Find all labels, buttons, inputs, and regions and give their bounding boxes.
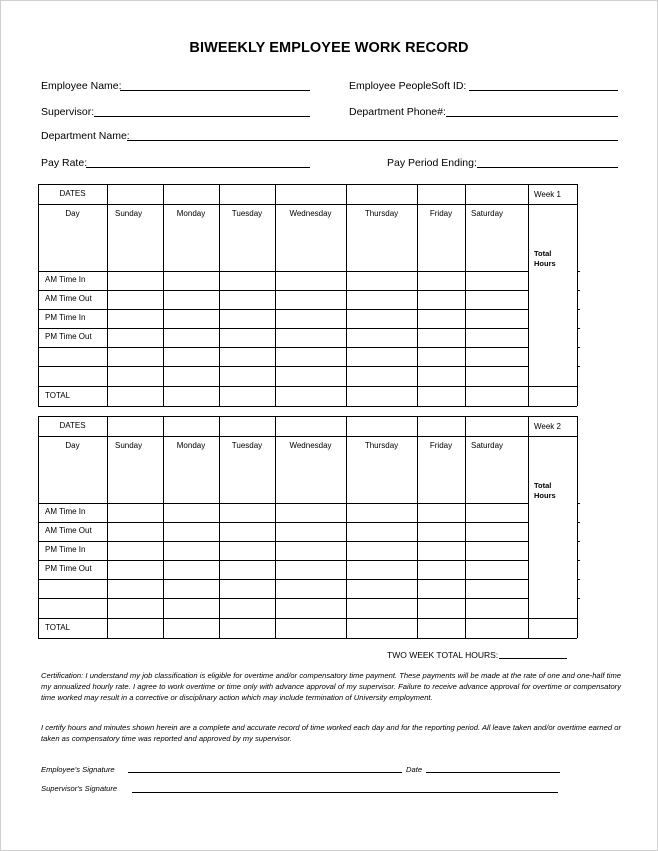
- time-entry-cell[interactable]: [347, 599, 416, 617]
- supervisor-signature-label: Supervisor's Signature: [41, 784, 118, 793]
- table-tick: [577, 541, 580, 542]
- time-entry-cell[interactable]: [418, 580, 464, 597]
- date-cell[interactable]: [466, 185, 527, 203]
- employee-name-label: Employee Name:: [41, 80, 122, 92]
- time-entry-cell[interactable]: [220, 291, 274, 308]
- day-name-sunday: Sunday: [115, 441, 143, 450]
- time-entry-cell[interactable]: [108, 348, 162, 365]
- row-label: PM Time In: [45, 313, 86, 322]
- time-entry-cell[interactable]: [466, 291, 527, 308]
- time-entry-cell[interactable]: [220, 329, 274, 346]
- table-tick: [577, 560, 580, 561]
- table-rule: [528, 184, 529, 406]
- table-tick: [577, 290, 580, 291]
- time-entry-cell[interactable]: [276, 329, 345, 346]
- date-cell[interactable]: [164, 417, 218, 435]
- table-rule: [577, 416, 578, 638]
- day-name-monday: Monday: [176, 441, 206, 450]
- time-entry-cell[interactable]: [164, 619, 218, 637]
- date-field[interactable]: [426, 772, 560, 773]
- day-name-monday: Monday: [176, 209, 206, 218]
- table-rule: [528, 204, 577, 205]
- time-entry-cell[interactable]: [108, 523, 162, 540]
- time-entry-cell[interactable]: [347, 580, 416, 597]
- time-entry-cell[interactable]: [418, 523, 464, 540]
- peoplesoft-id-field[interactable]: [469, 90, 618, 91]
- time-entry-cell[interactable]: [164, 580, 218, 597]
- date-cell[interactable]: [418, 417, 464, 435]
- total-hours-label: Hours: [534, 491, 556, 500]
- supervisor-signature-field[interactable]: [132, 792, 558, 793]
- time-entry-cell[interactable]: [164, 561, 218, 578]
- time-entry-cell[interactable]: [418, 542, 464, 559]
- time-entry-cell[interactable]: [466, 387, 527, 405]
- time-entry-cell[interactable]: [220, 619, 274, 637]
- time-entry-cell[interactable]: [164, 504, 218, 521]
- day-name-saturday: Saturday: [471, 441, 504, 450]
- table-tick: [577, 598, 580, 599]
- total-row-label: TOTAL: [45, 623, 71, 632]
- time-entry-cell[interactable]: [276, 580, 345, 597]
- two-week-total-field[interactable]: [499, 658, 567, 659]
- week-label: Week 1: [534, 190, 561, 199]
- pay-period-ending-field[interactable]: [477, 167, 618, 168]
- time-entry-cell[interactable]: [466, 523, 527, 540]
- date-cell[interactable]: [220, 417, 274, 435]
- time-entry-cell[interactable]: [347, 619, 416, 637]
- supervisor-field[interactable]: [94, 116, 310, 117]
- time-entry-cell[interactable]: [276, 310, 345, 327]
- date-label: Date: [406, 765, 423, 774]
- department-phone-field[interactable]: [446, 116, 618, 117]
- certification-paragraph-1: Certification: I understand my job classification is eligible for overtime and/or compensatory time payment. These payments will be made at the rate of one and one-half time my annualized hourly rate. I agree to work overtime or time only with advance approval of my supervisor. Failure to receive advance approval for overtime or compensatory time worked may result in a corrective or disciplinary action which may include termination of University employment.: [41, 671, 621, 702]
- table-rule: [38, 204, 528, 205]
- time-entry-cell[interactable]: [276, 561, 345, 578]
- time-entry-cell[interactable]: [347, 329, 416, 346]
- time-entry-cell[interactable]: [276, 348, 345, 365]
- time-entry-cell[interactable]: [108, 561, 162, 578]
- time-entry-cell[interactable]: [164, 387, 218, 405]
- time-entry-cell[interactable]: [418, 367, 464, 385]
- row-label: PM Time Out: [45, 564, 92, 573]
- time-entry-cell[interactable]: [347, 504, 416, 521]
- date-cell[interactable]: [220, 185, 274, 203]
- total-hours-label: Total: [534, 249, 552, 258]
- date-cell[interactable]: [276, 417, 345, 435]
- time-entry-cell[interactable]: [466, 619, 527, 637]
- time-entry-cell[interactable]: [418, 310, 464, 327]
- table-rule: [577, 184, 578, 406]
- date-cell[interactable]: [108, 417, 162, 435]
- row-label: AM Time In: [45, 507, 86, 516]
- day-name-tuesday: Tuesday: [231, 441, 263, 450]
- table-tick: [577, 347, 580, 348]
- date-cell[interactable]: [347, 185, 416, 203]
- time-entry-cell[interactable]: [164, 523, 218, 540]
- time-entry-cell[interactable]: [164, 291, 218, 308]
- time-entry-cell[interactable]: [418, 272, 464, 289]
- time-entry-cell[interactable]: [220, 348, 274, 365]
- time-entry-cell[interactable]: [164, 272, 218, 289]
- department-phone-label: Department Phone#:: [349, 106, 446, 118]
- day-name-tuesday: Tuesday: [231, 209, 263, 218]
- time-entry-cell[interactable]: [164, 348, 218, 365]
- day-name-saturday: Saturday: [471, 209, 504, 218]
- total-hours-label: Hours: [534, 259, 556, 268]
- time-entry-cell[interactable]: [108, 367, 162, 385]
- certification-paragraph-2: I certify hours and minutes shown herein are a complete and accurate record of time worked each day and for the reporting period. All leave taken and/or overtime earned or taken as compensatory time was reported and approved by my supervisor.: [41, 723, 621, 743]
- time-entry-cell[interactable]: [466, 348, 527, 365]
- pay-rate-field[interactable]: [86, 167, 310, 168]
- dates-label: DATES: [59, 189, 86, 198]
- time-entry-cell[interactable]: [276, 367, 345, 385]
- day-label: Day: [65, 209, 80, 218]
- dates-label: DATES: [59, 421, 86, 430]
- employee-name-field[interactable]: [120, 90, 310, 91]
- time-entry-cell[interactable]: [220, 599, 274, 617]
- time-entry-cell[interactable]: [164, 599, 218, 617]
- time-entry-cell[interactable]: [347, 310, 416, 327]
- total-hours-cell[interactable]: [529, 619, 576, 637]
- date-cell[interactable]: [466, 417, 527, 435]
- time-entry-cell[interactable]: [108, 599, 162, 617]
- time-entry-cell[interactable]: [418, 619, 464, 637]
- time-entry-cell[interactable]: [466, 329, 527, 346]
- time-entry-cell[interactable]: [220, 272, 274, 289]
- time-entry-cell[interactable]: [418, 387, 464, 405]
- supervisor-label: Supervisor:: [41, 106, 95, 118]
- time-entry-cell[interactable]: [466, 580, 527, 597]
- time-entry-cell[interactable]: [108, 542, 162, 559]
- table-tick: [577, 271, 580, 272]
- table-rule: [38, 436, 528, 437]
- table-tick: [577, 328, 580, 329]
- pay-period-ending-label: Pay Period Ending:: [387, 157, 477, 169]
- time-entry-cell[interactable]: [108, 272, 162, 289]
- total-hours-label: Total: [534, 481, 552, 490]
- time-entry-cell[interactable]: [347, 272, 416, 289]
- table-tick: [577, 366, 580, 367]
- time-entry-cell[interactable]: [108, 291, 162, 308]
- time-entry-cell[interactable]: [418, 329, 464, 346]
- time-entry-cell[interactable]: [108, 387, 162, 405]
- pay-rate-label: Pay Rate:: [41, 157, 88, 169]
- time-entry-cell[interactable]: [164, 310, 218, 327]
- time-entry-cell[interactable]: [466, 367, 527, 385]
- day-name-thursday: Thursday: [364, 209, 399, 218]
- time-entry-cell[interactable]: [276, 272, 345, 289]
- time-entry-cell[interactable]: [347, 367, 416, 385]
- time-entry-cell[interactable]: [220, 504, 274, 521]
- date-cell[interactable]: [276, 185, 345, 203]
- time-entry-cell[interactable]: [108, 504, 162, 521]
- time-entry-cell[interactable]: [466, 504, 527, 521]
- time-entry-cell[interactable]: [108, 329, 162, 346]
- time-entry-cell[interactable]: [466, 599, 527, 617]
- day-name-friday: Friday: [429, 441, 453, 450]
- employee-signature-label: Employee's Signature: [41, 765, 115, 774]
- time-entry-cell[interactable]: [418, 348, 464, 365]
- day-name-sunday: Sunday: [115, 209, 143, 218]
- date-cell[interactable]: [164, 185, 218, 203]
- time-entry-cell[interactable]: [466, 272, 527, 289]
- row-label: AM Time Out: [45, 294, 92, 303]
- department-name-label: Department Name:: [41, 130, 130, 142]
- table-rule: [528, 436, 577, 437]
- time-entry-cell[interactable]: [276, 523, 345, 540]
- time-entry-cell[interactable]: [466, 310, 527, 327]
- time-entry-cell[interactable]: [164, 542, 218, 559]
- day-name-thursday: Thursday: [364, 441, 399, 450]
- time-entry-cell[interactable]: [276, 291, 345, 308]
- time-entry-cell[interactable]: [108, 619, 162, 637]
- time-entry-cell[interactable]: [276, 619, 345, 637]
- time-entry-cell[interactable]: [418, 504, 464, 521]
- date-cell[interactable]: [108, 185, 162, 203]
- row-label: AM Time In: [45, 275, 86, 284]
- form-title: BIWEEKLY EMPLOYEE WORK RECORD: [189, 40, 469, 56]
- time-entry-cell[interactable]: [466, 542, 527, 559]
- table-tick: [577, 579, 580, 580]
- time-entry-cell[interactable]: [220, 523, 274, 540]
- time-entry-cell[interactable]: [276, 599, 345, 617]
- total-hours-cell[interactable]: [529, 387, 576, 405]
- row-label: AM Time Out: [45, 526, 92, 535]
- date-cell[interactable]: [418, 185, 464, 203]
- week-label: Week 2: [534, 422, 561, 431]
- time-entry-cell[interactable]: [418, 599, 464, 617]
- time-entry-cell[interactable]: [418, 291, 464, 308]
- table-tick: [577, 503, 580, 504]
- row-label: PM Time Out: [45, 332, 92, 341]
- time-entry-cell[interactable]: [220, 561, 274, 578]
- time-entry-cell[interactable]: [466, 561, 527, 578]
- row-label: PM Time In: [45, 545, 86, 554]
- time-entry-cell[interactable]: [164, 329, 218, 346]
- time-entry-cell[interactable]: [164, 367, 218, 385]
- time-entry-cell[interactable]: [347, 387, 416, 405]
- table-rule: [528, 416, 529, 638]
- time-entry-cell[interactable]: [220, 387, 274, 405]
- time-entry-cell[interactable]: [220, 542, 274, 559]
- time-entry-cell[interactable]: [347, 542, 416, 559]
- table-tick: [577, 522, 580, 523]
- time-entry-cell[interactable]: [347, 523, 416, 540]
- time-entry-cell[interactable]: [108, 310, 162, 327]
- time-entry-cell[interactable]: [220, 367, 274, 385]
- time-entry-cell[interactable]: [108, 580, 162, 597]
- day-name-friday: Friday: [429, 209, 453, 218]
- time-entry-cell[interactable]: [418, 561, 464, 578]
- time-entry-cell[interactable]: [276, 387, 345, 405]
- date-cell[interactable]: [347, 417, 416, 435]
- two-week-total-label: TWO WEEK TOTAL HOURS:: [387, 650, 499, 660]
- time-entry-cell[interactable]: [347, 291, 416, 308]
- time-entry-cell[interactable]: [220, 310, 274, 327]
- employee-signature-field[interactable]: [128, 772, 402, 773]
- table-rule: [38, 406, 577, 407]
- time-entry-cell[interactable]: [347, 348, 416, 365]
- peoplesoft-id-label: Employee PeopleSoft ID:: [349, 80, 467, 92]
- time-entry-cell[interactable]: [220, 580, 274, 597]
- day-name-wednesday: Wednesday: [289, 209, 332, 218]
- table-rule: [38, 638, 577, 639]
- department-name-field[interactable]: [127, 140, 618, 141]
- time-entry-cell[interactable]: [347, 561, 416, 578]
- table-tick: [577, 309, 580, 310]
- day-label: Day: [65, 441, 80, 450]
- total-row-label: TOTAL: [45, 391, 71, 400]
- time-entry-cell[interactable]: [276, 542, 345, 559]
- time-entry-cell[interactable]: [276, 504, 345, 521]
- day-name-wednesday: Wednesday: [289, 441, 332, 450]
